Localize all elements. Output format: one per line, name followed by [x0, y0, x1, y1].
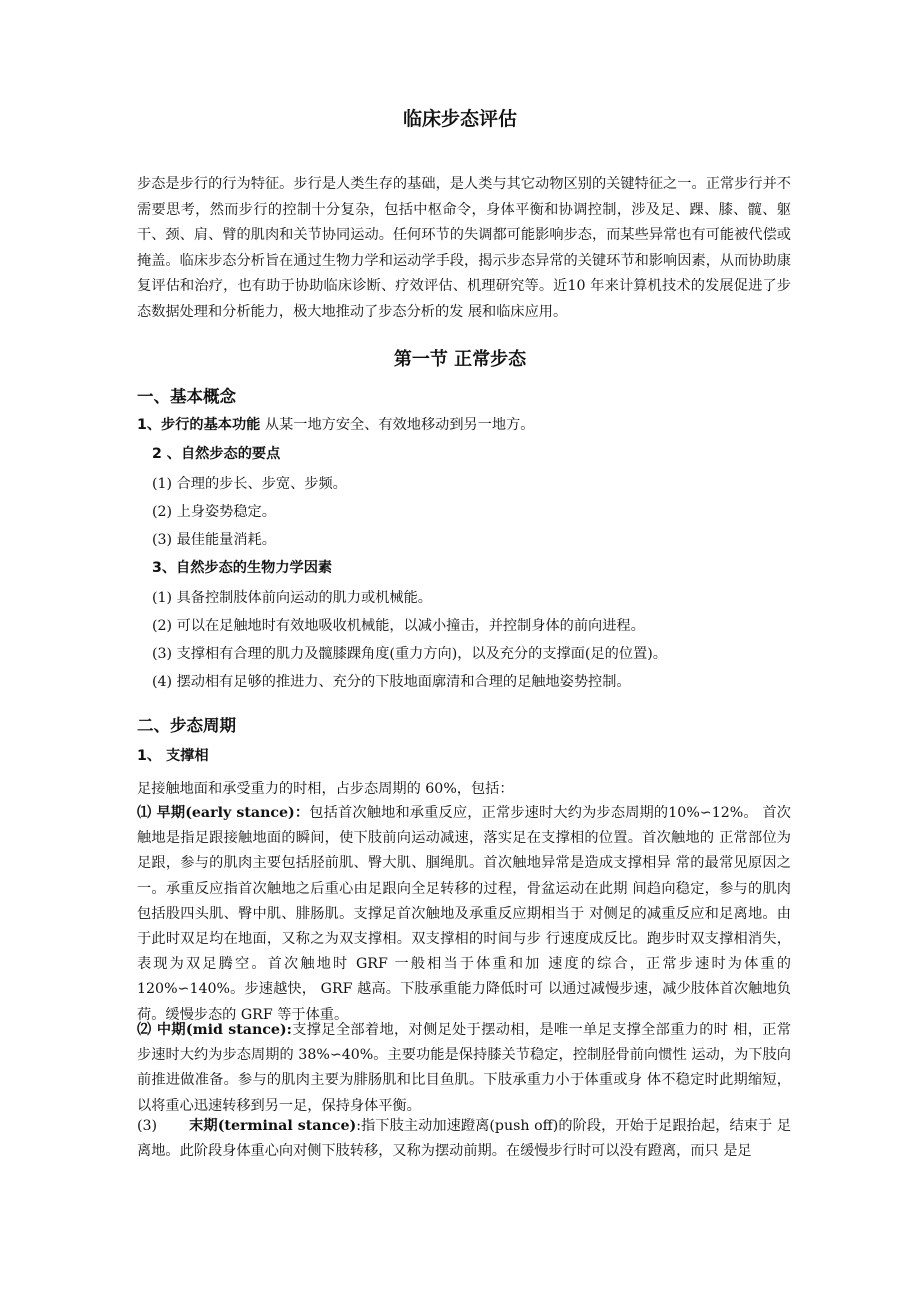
item1-text: 从某一地方安全、有效地移动到另一地方。: [260, 417, 535, 433]
document-title: 临床步态评估: [402, 108, 517, 130]
part2-heading: 二、步态周期: [137, 716, 236, 735]
section-title: 第一节 正常步态: [393, 349, 527, 370]
item3-label: 3、自然步态的生物力学因素: [152, 560, 333, 576]
item2-point: (1) 合理的步长、步宽、步频。: [152, 476, 347, 492]
item3-point: (3) 支撑相有合理的肌力及髋膝踝角度(重力方向)，以及充分的支撑面(足的位置)。: [152, 646, 667, 662]
terminal-stance-prefix: (3): [137, 1118, 190, 1134]
item2-point: (2) 上身姿势稳定。: [152, 504, 276, 520]
stance-phase-heading: 1、 支撑相: [137, 748, 209, 764]
item2-point: (3) 最佳能量消耗。: [152, 532, 276, 548]
terminal-stance-paragraph: [137, 1114, 791, 1164]
stance-phase-intro: 足接触地面和承受重力的时相，占步态周期的 60%，包括：: [137, 781, 514, 797]
part1-heading: 一、基本概念: [137, 387, 236, 406]
item3-point: (1) 具备控制肢体前向运动的肌力或机械能。: [152, 590, 432, 606]
item1: [137, 414, 534, 436]
item2-label: 2 、自然步态的要点: [152, 446, 281, 462]
terminal-stance-label: 末期(terminal stance): [189, 1118, 357, 1134]
item3-point: (4) 摆动相有足够的推进力、充分的下肢地面廓清和合理的足触地姿势控制。: [152, 674, 631, 690]
mid-stance-paragraph: [137, 1018, 791, 1119]
early-stance-paragraph: [137, 801, 791, 1028]
mid-stance-label: ⑵ 中期(mid stance):: [137, 1022, 292, 1038]
intro-paragraph: 步态是步行的行为特征。步行是人类生存的基础，是人类与其它动物区别的关键特征之一。正常步行并不需要思考，然而步行的控制十分复杂，包括中枢命令，身体平衡和协调控制，涉及足、踝、膝、髋、躯干、颈、肩、臂的肌肉和关节协同运动。任何环节的失调都可能影响步态，而某些异常也有可能被代偿或掩盖。临床步态分析旨在通过生物力学和运动学手段，揭示步态异常的关键环节和影响因素，从而协助康复评估和治疗，也有助于协助临床诊断、疗效评估、机理研究等。近10 年来计算机技术的发展促进了步态数据处理和分析能力，极大地推动了步态分析的发 展和临床应用。: [137, 176, 791, 320]
item3-point: (2) 可以在足触地时有效地吸收机械能，以减小撞击，并控制身体的前向进程。: [152, 618, 645, 634]
early-stance-label: ⑴ 早期(early stance)：: [137, 805, 310, 821]
item1-label: 1、步行的基本功能: [137, 417, 261, 433]
terminal-stance-text: :指下肢主动加速蹬离(push off)的阶段，开始于足跟抬起，结束于 足离地。此阶段身体重心向对侧下肢转移，又称为摆动前期。在缓慢步行时可以没有蹬离，而只 是足: [137, 1118, 792, 1160]
mid-stance-text: 支撑足全部着地，对侧足处于摆动相，是唯一单足支撑全部重力的时 相，正常步速时大约为步态周期的 38%∽40%。主要功能是保持膝关节稳定，控制胫骨前向惯性 运动，为下肢向前推进做准备。参与的肌肉主要为腓肠肌和比目鱼肌。下肢承重力小于体重或身 体不稳定时此期缩短，以将重心迅速转移到另一足，保持身体平衡。: [137, 1022, 792, 1114]
early-stance-text: 包括首次触地和承重反应，正常步速时大约为步态周期的10%∽12%。 首次触地是指足跟接触地面的瞬间，使下肢前向运动减速，落实足在支撑相的位置。首次触地的 正常部位为足跟，参与的肌肉主要包括胫前肌、臀大肌、腘绳肌。首次触地异常是造成支撑相异 常的最常见原因之一。承重反应指首次触地之后重心由足跟向全足转移的过程，骨盆运动在此期 间趋向稳定，参与的肌肉包括股四头肌、臀中肌、腓肠肌。支撑足首次触地及承重反应期相当于 对侧足的减重反应和足离地。由于此时双足均在地面，又称之为双支撑相。双支撑相的时间与步 行速度成反比。跑步时双支撑相消失，表现为双足腾空。首次触地时 GRF 一般相当于体重和加 速度的综合，正常步速时为体重的 120%∽140%。步速越快， GRF 越高。下肢承重能力降低时可 以通过减慢步速，减少肢体首次触地负荷。缓慢步态的 GRF 等于体重。: [137, 805, 791, 1023]
